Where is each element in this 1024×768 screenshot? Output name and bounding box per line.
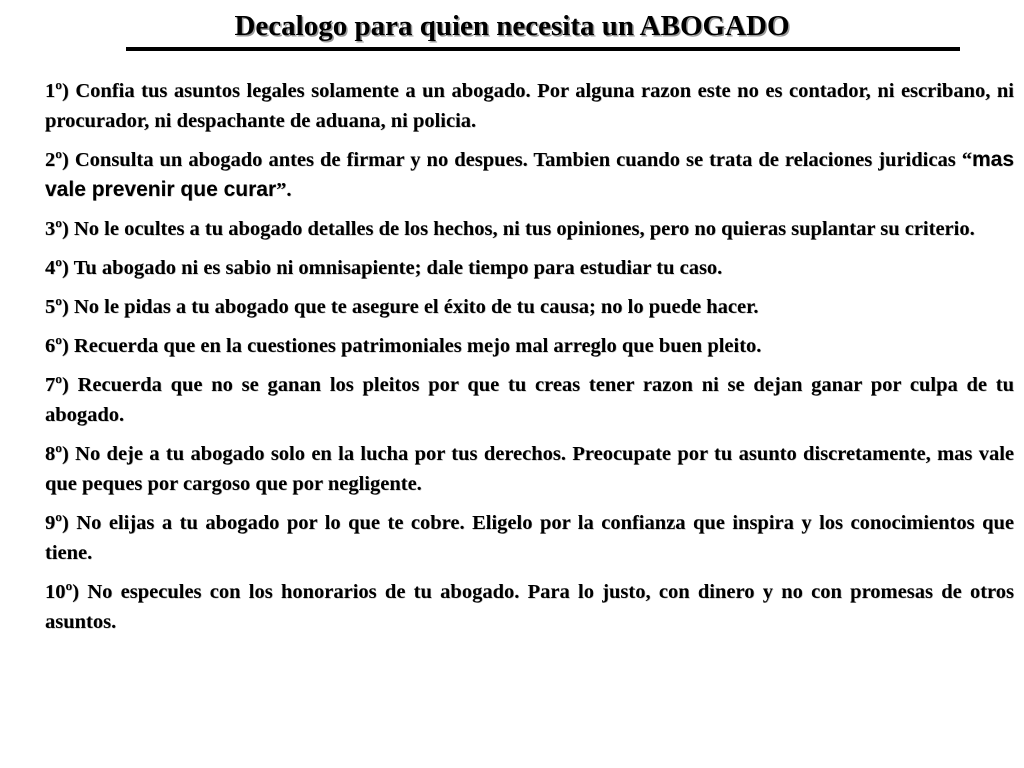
- list-item: 10º) No especules con los honorarios de tu abogado. Para lo justo, con dinero y no con promesas de otros asuntos.: [45, 581, 1014, 633]
- list-item: 5º) No le pidas a tu abogado que te asegure el éxito de tu causa; no lo puede hacer.: [45, 296, 759, 318]
- item-text: ”.: [276, 179, 292, 201]
- list-item: 7º) Recuerda que no se ganan los pleitos por que tu creas tener razon ni se dejan ganar por culpa de tu abogado.: [45, 374, 1014, 426]
- list-item: 4º) Tu abogado ni es sabio ni omnisapiente; dale tiempo para estudiar tu caso.: [45, 257, 723, 279]
- item-text: 2º) Consulta un abogado antes de firmar y no despues. Tambien cuando se trata de relaciones juridicas “: [45, 149, 972, 171]
- page-title: Decalogo para quien necesita un ABOGADO: [234, 10, 790, 42]
- list-item: 8º) No deje a tu abogado solo en la lucha por tus derechos. Preocupate por tu asunto discretamente, mas vale que peques por cargoso que por negligente.: [45, 443, 1014, 495]
- title-underline: [126, 47, 960, 51]
- decalogue-list: [45, 76, 1014, 646]
- list-item: [45, 145, 1014, 205]
- item-quote: mas vale prevenir que curar: [45, 148, 1014, 201]
- list-item: 3º) No le ocultes a tu abogado detalles de los hechos, ni tus opiniones, pero no quieras suplantar su criterio.: [45, 218, 975, 240]
- list-item: 9º) No elijas a tu abogado por lo que te cobre. Eligelo por la confianza que inspira y los conocimientos que tiene.: [45, 512, 1014, 564]
- list-item: 1º) Confia tus asuntos legales solamente a un abogado. Por alguna razon este no es contador, ni escribano, ni procurador, ni despachante de aduana, ni policia.: [45, 80, 1014, 132]
- list-item: 6º) Recuerda que en la cuestiones patrimoniales mejo mal arreglo que buen pleito.: [45, 335, 762, 357]
